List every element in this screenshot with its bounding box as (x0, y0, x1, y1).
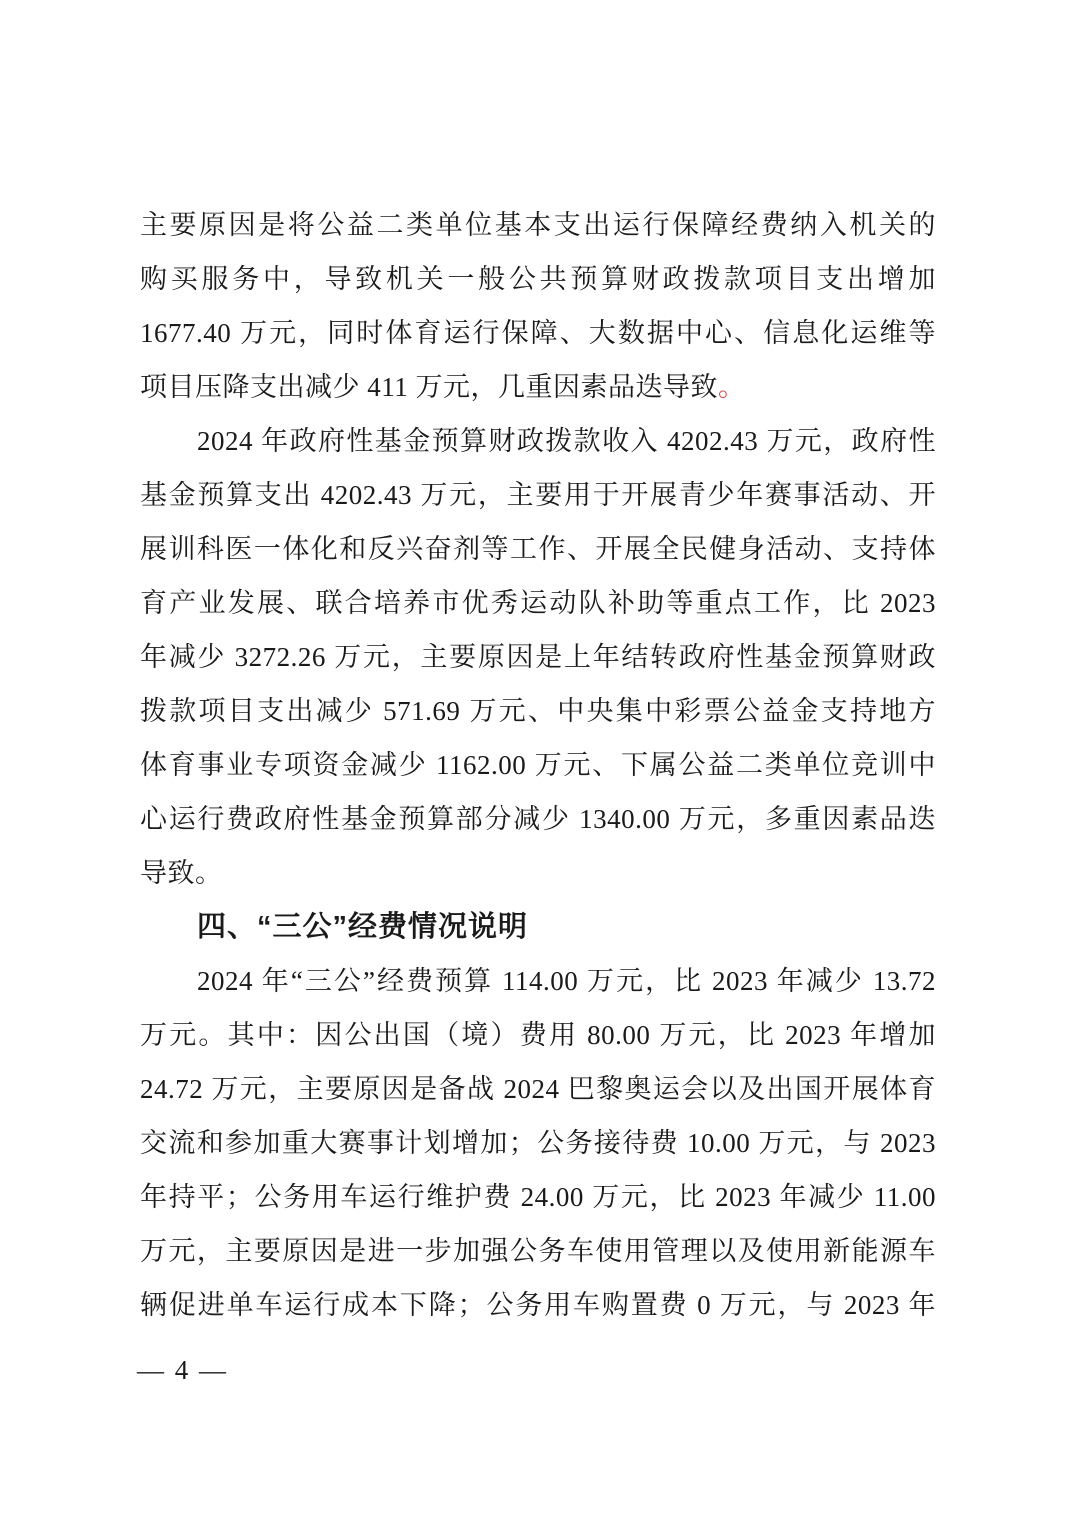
text-line (140, 414, 936, 468)
heading-three-public-funds (140, 900, 936, 954)
red-period: 。 (718, 372, 746, 402)
text-line (140, 522, 936, 576)
text-line (140, 1062, 936, 1116)
para-government-fund-budget (140, 414, 936, 900)
para-general-budget-reason (140, 198, 936, 414)
text-line (140, 360, 936, 414)
text-segment: 万元，主要原因是进一步加强公务车使用管理以及使用新能源车 (140, 1236, 936, 1266)
text-segment: 展训科医一体化和反兴奋剂等工作、开展全民健身活动、支持体 (140, 534, 936, 564)
text-line (140, 954, 936, 1008)
text-line (140, 1008, 936, 1062)
text-line (140, 576, 936, 630)
text-segment: 年减少 3272.26 万元，主要原因是上年结转政府性基金预算财政 (140, 642, 936, 672)
text-segment: 万元。其中：因公出国（境）费用 80.00 万元，比 2023 年增加 (140, 1020, 936, 1050)
text-segment: 1677.40 万元，同时体育运行保障、大数据中心、信息化运维等 (140, 318, 936, 348)
page-footer (137, 1350, 228, 1390)
text-segment: 心运行费政府性基金预算部分减少 1340.00 万元，多重因素品迭 (140, 804, 936, 834)
text-line (140, 306, 936, 360)
text-line (140, 1170, 936, 1224)
text-line (140, 684, 936, 738)
text-segment: 育产业发展、联合培养市优秀运动队补助等重点工作，比 2023 (140, 588, 936, 618)
text-segment: 辆促进单车运行成本下降；公务用车购置费 0 万元，与 2023 年 (140, 1290, 936, 1320)
text-segment: 交流和参加重大赛事计划增加；公务接待费 10.00 万元，与 2023 (140, 1128, 936, 1158)
text-line (140, 1224, 936, 1278)
text-segment: 购买服务中，导致机关一般公共预算财政拨款项目支出增加 (140, 264, 936, 294)
text-segment: 拨款项目支出减少 571.69 万元、中央集中彩票公益金支持地方 (140, 696, 936, 726)
section-heading-line (140, 900, 936, 954)
text-line (140, 468, 936, 522)
text-segment: 2024 年政府性基金预算财政拨款收入 4202.43 万元，政府性 (197, 426, 936, 456)
text-line (140, 630, 936, 684)
para-three-public-funds-detail (140, 954, 936, 1332)
text-segment: 四、“三公”经费情况说明 (197, 911, 529, 943)
text-segment: 年持平；公务用车运行维护费 24.00 万元，比 2023 年减少 11.00 (140, 1182, 936, 1212)
text-line (140, 846, 936, 900)
document-body (140, 198, 936, 1332)
text-segment: 2024 年“三公”经费预算 114.00 万元，比 2023 年减少 13.72 (197, 966, 936, 996)
text-segment: 主要原因是将公益二类单位基本支出运行保障经费纳入机关的 (140, 210, 936, 240)
page-number: — 4 — (137, 1355, 228, 1385)
text-segment: 基金预算支出 4202.43 万元，主要用于开展青少年赛事活动、开 (140, 480, 936, 510)
text-segment: 24.72 万元，主要原因是备战 2024 巴黎奥运会以及出国开展体育 (140, 1074, 936, 1104)
text-line (140, 198, 936, 252)
text-line (140, 1116, 936, 1170)
text-line (140, 1278, 936, 1332)
text-line (140, 252, 936, 306)
text-segment: 项目压降支出减少 411 万元，几重因素品迭导致 (140, 372, 718, 402)
text-segment: 导致。 (140, 858, 223, 888)
text-segment: 体育事业专项资金减少 1162.00 万元、下属公益二类单位竞训中 (140, 750, 936, 780)
text-line (140, 738, 936, 792)
text-line (140, 792, 936, 846)
